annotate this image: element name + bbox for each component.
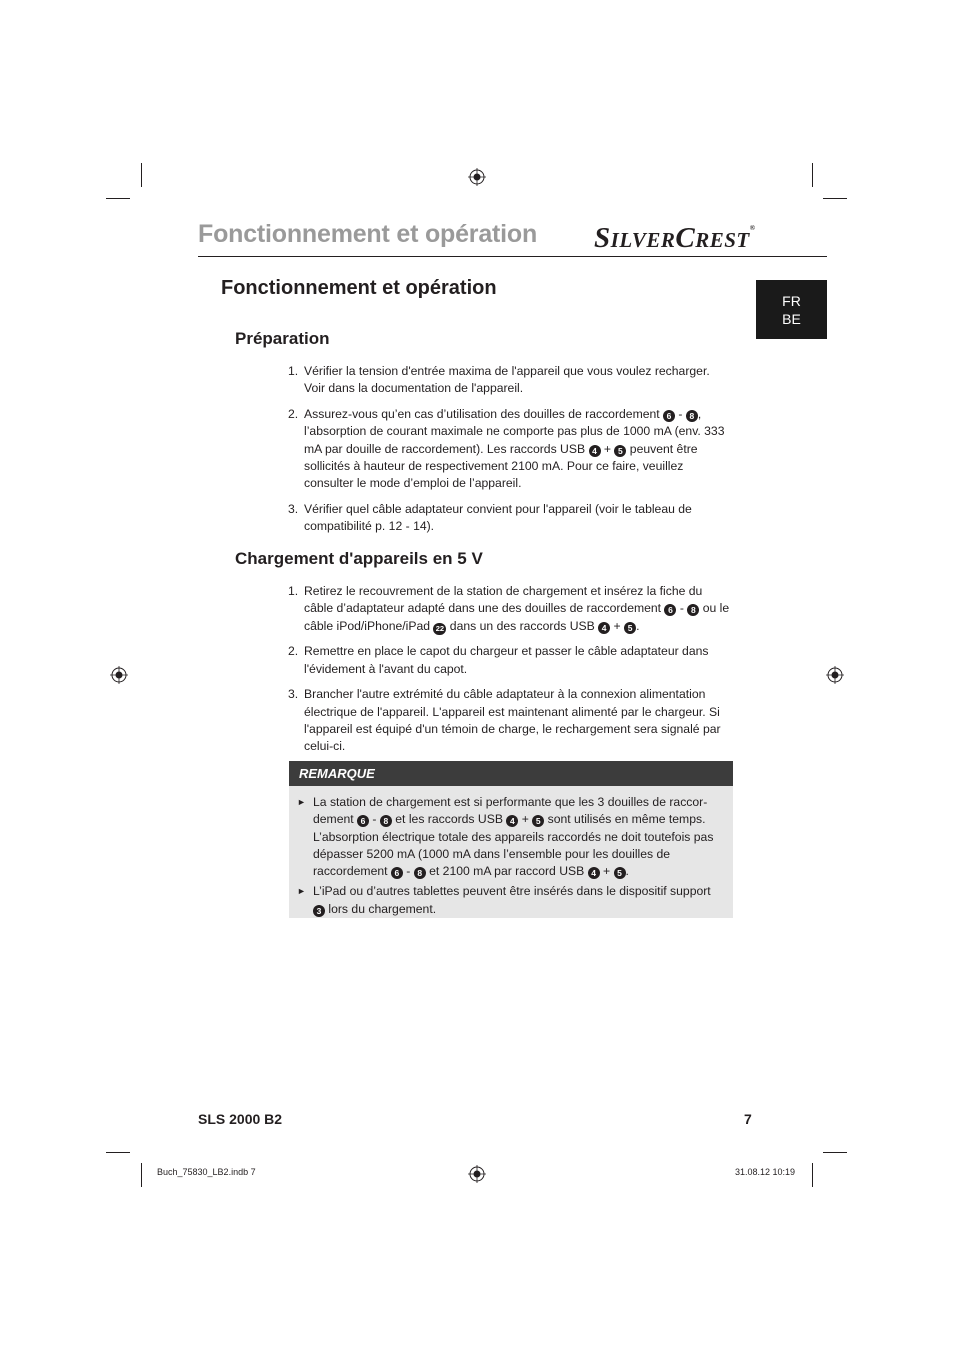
language-tab: FR BE <box>756 280 827 339</box>
list-item: 3. Brancher l'autre extrémité du câble adaptateur à la connexion alimentation électrique de l'appareil. L'appareil est maintenant alimenté par le chargeur. Si l'appareil est équipé d'un témoin de charge, le rechargement sera signalé par celui-ci. <box>288 687 721 754</box>
callout-badge: 8 <box>380 815 392 827</box>
callout-badge: 6 <box>664 604 676 616</box>
callout-badge: 8 <box>414 867 426 879</box>
callout-badge: 8 <box>687 604 699 616</box>
preparation-steps <box>288 363 733 544</box>
callout-badge: 5 <box>624 622 636 634</box>
crop-mark <box>106 198 130 199</box>
callout-badge: 4 <box>598 622 610 634</box>
bullet-arrow-icon: ► <box>297 886 306 897</box>
callout-badge: 4 <box>506 815 518 827</box>
list-item: 3. Vérifier quel câble adaptateur convient pour l'appareil (voir le tableau de compatibilité p. 12 - 14). <box>288 502 692 534</box>
crop-mark <box>812 163 813 187</box>
print-slug-file: Buch_75830_LB2.indb 7 <box>157 1167 256 1177</box>
callout-badge: 5 <box>614 445 626 457</box>
charging-steps <box>288 583 733 764</box>
registration-mark-icon <box>110 666 128 684</box>
crop-mark <box>106 1152 130 1153</box>
registration-mark-icon <box>468 1165 486 1183</box>
crop-mark <box>823 198 847 199</box>
callout-badge: 5 <box>614 867 626 879</box>
brand-logo: SILVERCREST® <box>594 222 756 254</box>
callout-badge: 6 <box>663 410 675 422</box>
registration-mark-icon <box>468 168 486 186</box>
note-title: REMARQUE <box>289 761 733 786</box>
list-item: 2. Assurez-vous qu’en cas d’utilisation des douilles de raccordement 6 - 8 , l’absorption de courant maximale ne comporte pas plus de 1000 mA (env. 333 mA par douille de raccordement). Les raccords USB 4 + 5 peuvent être sollicités à hauteur de respectivement 2100 mA. Pour ce faire, veuillez consulter le mode d’emploi de l’appareil. <box>288 407 725 491</box>
running-header-title: Fonctionnement et opération <box>198 220 538 248</box>
callout-badge: 3 <box>313 905 325 917</box>
crop-mark <box>812 1163 813 1187</box>
callout-badge: 6 <box>357 815 369 827</box>
print-slug-date: 31.08.12 10:19 <box>735 1167 796 1177</box>
note-list <box>289 786 733 918</box>
list-item: 1. Vérifier la tension d'entrée maxima de l'appareil que vous voulez recharger. Voir dans la documentation de l'appareil. <box>288 364 710 396</box>
callout-badge: 8 <box>686 410 698 422</box>
callout-badge: 4 <box>588 867 600 879</box>
crop-mark <box>141 163 142 187</box>
list-item: ► L’iPad ou d’autres tablettes peuvent être insérés dans le dispositif support 3 lors du chargement. <box>297 884 711 916</box>
note-box <box>289 761 733 918</box>
bullet-arrow-icon: ► <box>297 797 306 807</box>
crop-mark <box>141 1163 142 1187</box>
callout-badge: 4 <box>589 445 601 457</box>
subsection-title-preparation: Préparation <box>235 329 330 348</box>
section-title: Fonctionnement et opération <box>221 277 497 299</box>
page-number: 7 <box>744 1111 752 1127</box>
list-item: ► La station de chargement est si performante que les 3 douilles de raccordement 6 - 8 et les raccords USB 4 + 5 sont utilisés en même temps. L’absorption électrique totale des appareils raccordés ne doit toutefois pas dépasser 5200 mA (1000 mA dans l’ensemble pour les douilles de raccordement 6 - 8 et 2100 mA par raccord USB 4 + 5 . <box>297 795 714 879</box>
header-rule <box>198 256 827 257</box>
registration-mark-icon <box>826 666 844 684</box>
callout-badge: 22 <box>433 623 446 635</box>
callout-badge: 6 <box>391 867 403 879</box>
callout-badge: 5 <box>532 815 544 827</box>
crop-mark <box>823 1152 847 1153</box>
list-item: 2. Remettre en place le capot du chargeur et passer le câble adaptateur dans l'évidement à l'avant du capot. <box>288 644 709 676</box>
list-item: 1. Retirez le recouvrement de la station de chargement et insérez la fiche du câble d’adaptateur adapté dans une des douilles de raccordement 6 - 8 ou le câble iPod/iPhone/iPad 22 dans un des raccords USB 4 + 5 . <box>288 584 730 633</box>
subsection-title-charging: Chargement d'appareils en 5 V <box>235 549 483 568</box>
footer-model: SLS 2000 B2 <box>198 1111 283 1127</box>
